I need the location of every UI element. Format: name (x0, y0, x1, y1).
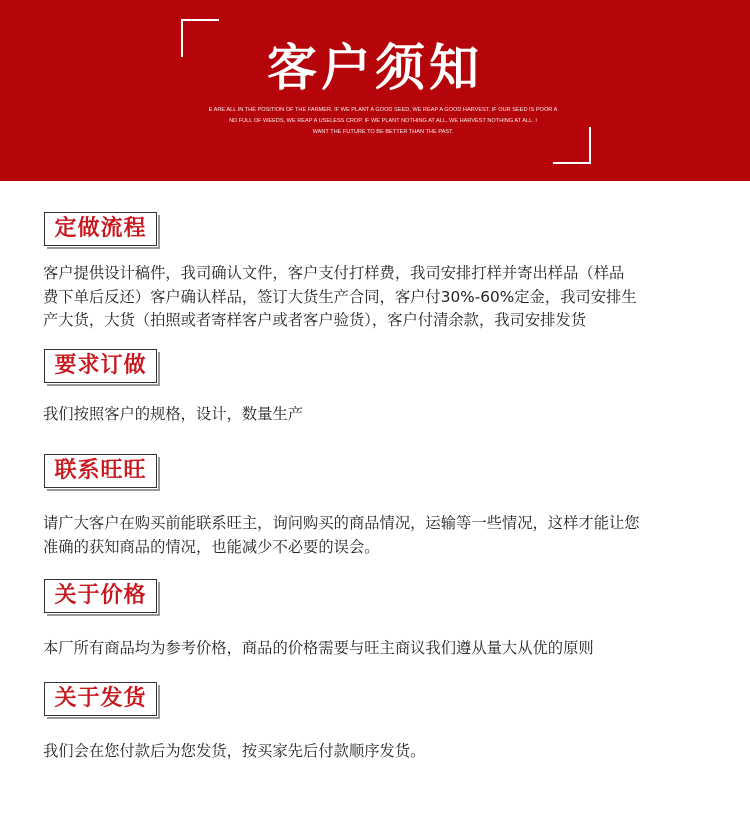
section-title-custom-order: 要求订做 (44, 349, 157, 383)
section-body-custom-order (43, 403, 715, 427)
header-banner (0, 0, 750, 181)
section-line: 费下单后反还）客户确认样品，签订大货生产合同，客户付30%-60%定金，我司安排生 (43, 287, 637, 306)
banner-subtitle-line: E ARE ALL IN THE POSITION OF THE FARMER. IF WE PLANT A GOOD SEED, WE REAP A GOOD HARVEST. IF OUR SEED IS POOR A (208, 107, 558, 113)
section-title-contact-wangwang: 联系旺旺 (44, 454, 157, 488)
section-line: 请广大客户在购买前能联系旺主，询问购买的商品情况，运输等一些情况，这样才能让您 (43, 514, 640, 532)
section-body-custom-process (43, 262, 715, 333)
section-line: 我们会在您付款后为您发货，按买家先后付款顺序发货。 (43, 742, 426, 760)
banner-subtitle-line: ND FULL OF WEEDS, WE REAP A USELESS CROP. IF WE PLANT NOTHING AT ALL, WE HARVEST NOTHING AT ALL. I (229, 118, 537, 124)
section-body-shipping (43, 740, 715, 764)
section-line: 产大货，大货（拍照或者寄样客户或者客户验货），客户付清余款，我司安排发货 (43, 311, 587, 329)
section-line: 客户提供设计稿件，我司确认文件，客户支付打样费，我司安排打样并寄出样品（样品 (43, 264, 625, 282)
section-title-shipping: 关于发货 (44, 682, 157, 716)
section-title-custom-process: 定做流程 (44, 212, 157, 246)
section-title-pricing: 关于价格 (44, 579, 157, 613)
banner-subtitle (200, 105, 566, 138)
section-line: 本厂所有商品均为参考价格，商品的价格需要与旺主商议我们遵从量大从优的原则 (43, 639, 594, 657)
section-body-contact-wangwang (43, 512, 715, 559)
page-title: 客户须知 (267, 39, 483, 97)
section-line: 准确的获知商品的情况，也能减少不必要的误会。 (43, 537, 380, 556)
section-line: 我们按照客户的规格，设计，数量生产 (43, 405, 304, 423)
banner-subtitle-line: WANT THE FUTURE TO BE BETTER THAN THE PAST. (312, 129, 454, 135)
section-body-pricing (43, 637, 715, 661)
